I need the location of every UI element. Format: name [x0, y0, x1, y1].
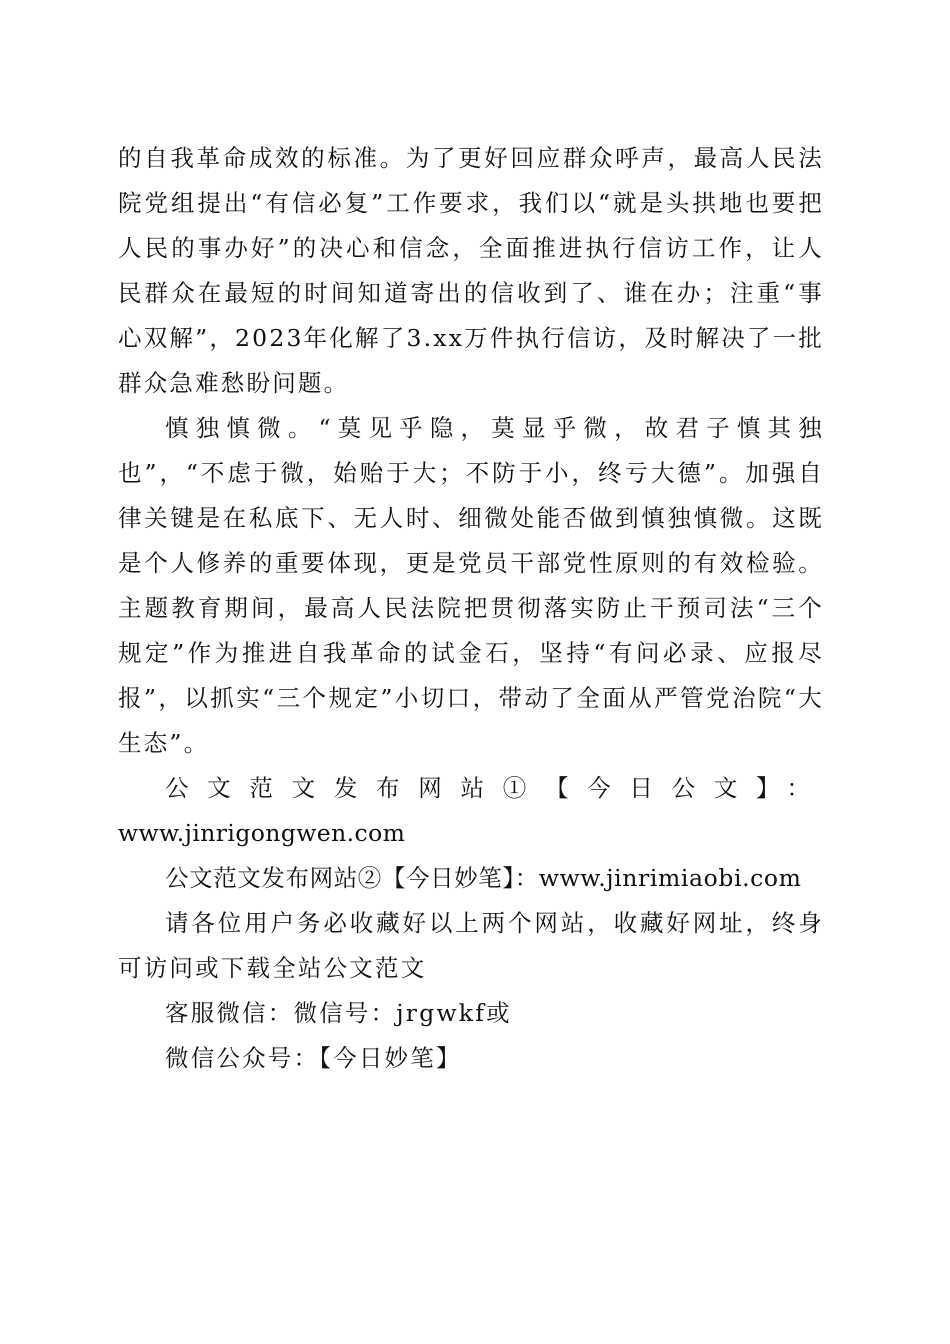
- body-paragraph: 的自我革命成效的标准。为了更好回应群众呼声，最高人民法院党组提出“有信必复”工作要求，我们以“就是头拱地也要把人民的事办好”的决心和信念，全面推进执行信访工作，让人民群众在最短的时间知道寄出的信收到了、谁在办；注重“事心双解”，2023年化解了3.xx万件执行信访，及时解决了一批群众急难愁盼问题。: [118, 144, 824, 397]
- official-account: 微信公众号：【今日妙笔】: [165, 1044, 462, 1072]
- document-page: [118, 136, 824, 1081]
- body-paragraph: 慎独慎微。“莫见乎隐，莫显乎微，故君子慎其独也”，“不虑于微，始贻于大；不防于小，终亏大德”。加强自律关键是在私底下、无人时、细微处能否做到慎独慎微。这既是个人修养的重要体现，更是党员干部党性原则的有效检验。主题教育期间，最高人民法院把贯彻落实防止干预司法“三个规定”作为推进自我革命的试金石，坚持“有问必录、应报尽报”，以抓实“三个规定”小切口，带动了全面从严管党治院“大生态”。: [118, 414, 824, 757]
- site2-line: 公文范文发布网站②【今日妙笔】：www.jinrimiaobi.com: [165, 864, 802, 892]
- site1-label: 公文范文发布网站①【今日公文】：: [165, 774, 824, 802]
- notice-paragraph: 请各位用户务必收藏好以上两个网站，收藏好网址，终身可访问或下载全站公文范文: [118, 909, 824, 982]
- wechat-contact: 客服微信：微信号：jrgwkf或: [165, 999, 512, 1027]
- site1-url: www.jinrigongwen.com: [118, 819, 406, 847]
